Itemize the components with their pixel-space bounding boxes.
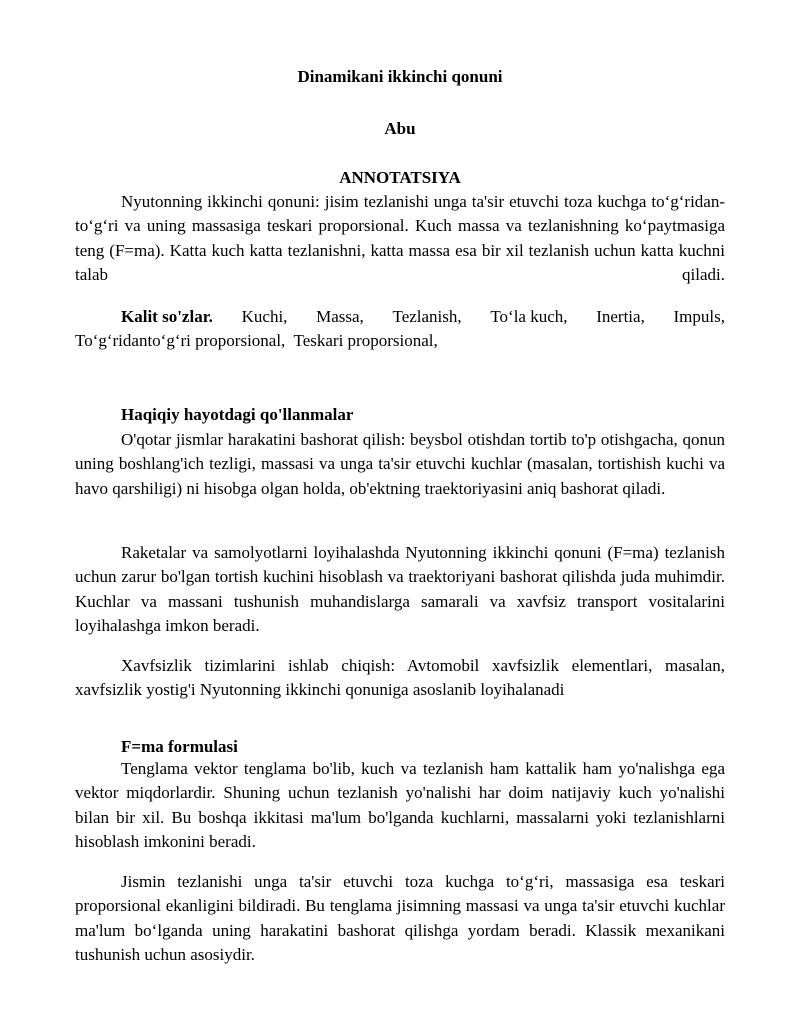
formula-section	[75, 757, 725, 855]
keyword-item: Massa,	[316, 307, 364, 326]
paragraph: Jismin tezlanishi unga ta'sir etuvchi toza kuchga to‘g‘ri, massasiga esa teskari proporsional ekanligini bildiradi. Bu tenglama jisimning massasi va unga ta'sir etuvchi kuchlar ma'lum bo‘lganda uning harakatini bashorat qilishga yordam beradi. Klassik mexanikani tushunish uchun asosiydir.	[75, 872, 725, 965]
keyword-item: Tezlanish,	[392, 307, 462, 326]
paragraph: Raketalar va samolyotlarni loyihalashda Nyutonning ikkinchi qonuni (F=ma) tezlanish uchun zarur bo'lgan tortish kuchini hisoblash va traektoriyani bashorat qilishda juda muhimdir. Kuchlar va massani tushunish muhandislarga samarali va xavfsiz transport vositalarini loyihalashga imkon beradi.	[75, 543, 725, 636]
keywords-section	[75, 305, 725, 354]
paragraph: Tenglama vektor tenglama bo'lib, kuch va tezlanish ham kattalik ham yo'nalishga ega vektor miqdorlardir. Shuning uchun tezlanish yo'nalishi har doim natijaviy kuch yo'nalishi bilan bir xil. Bu boshqa ikkitasi ma'lum bo'lganda kuchlarni, massalarni yoki tezlanishlarni hisoblash imkonini beradi.	[75, 759, 725, 852]
paragraph: O'qotar jismlar harakatini bashorat qilish: beysbol otishdan tortib to'p otishgacha, qonun uning boshlang'ich tezligi, massasi va unga ta'sir etuvchi kuchlar (masalan, tortishish kuchi va havo qarshiligi) ni hisobga olgan holda, ob'ektning traektoriyasini aniq bashorat qiladi.	[75, 430, 725, 498]
applications-section-2	[75, 541, 725, 639]
annotation-text: Nyutonning ikkinchi qonuni: jisim tezlanishi unga ta'sir etuvchi toza kuchga to‘g‘ridan-to‘g‘ri va uning massasiga teskari proporsional. Kuch massa va tezlanishning ko‘paytmasiga teng (F=ma). Katta kuch katta tezlanishni, katta massa esa bir xil tezlanish uchun katta kuchni talab qiladi.	[75, 192, 725, 285]
section-heading-applications: Haqiqiy hayotdagi qo'llanmalar	[121, 405, 354, 424]
keywords-label: Kalit so'zlar.	[121, 307, 213, 326]
section-heading-formula: F=ma formulasi	[121, 737, 238, 756]
keyword-item: To‘la kuch,	[490, 307, 568, 326]
formula-section-2	[75, 870, 725, 968]
keyword-item: Impuls,	[673, 307, 725, 326]
applications-section	[75, 428, 725, 501]
keywords-line-2: To‘g‘ridanto‘g‘ri proporsional, Teskari proporsional,	[75, 331, 438, 351]
keyword-item: Kuchi,	[241, 307, 288, 326]
keyword-item: Inertia,	[596, 307, 645, 326]
keywords-line	[75, 305, 725, 329]
document-author: Abu	[384, 119, 416, 138]
document-title: Dinamikani ikkinchi qonuni	[297, 67, 503, 86]
annotation-heading: ANNOTATSIYA	[339, 168, 461, 187]
applications-section-3	[75, 654, 725, 703]
annotation-section	[75, 190, 725, 288]
paragraph: Xavfsizlik tizimlarini ishlab chiqish: Avtomobil xavfsizlik elementlari, masalan, xavfsizlik yostig'i Nyutonning ikkinchi qonuniga asoslanib loyihalanadi	[75, 656, 725, 700]
